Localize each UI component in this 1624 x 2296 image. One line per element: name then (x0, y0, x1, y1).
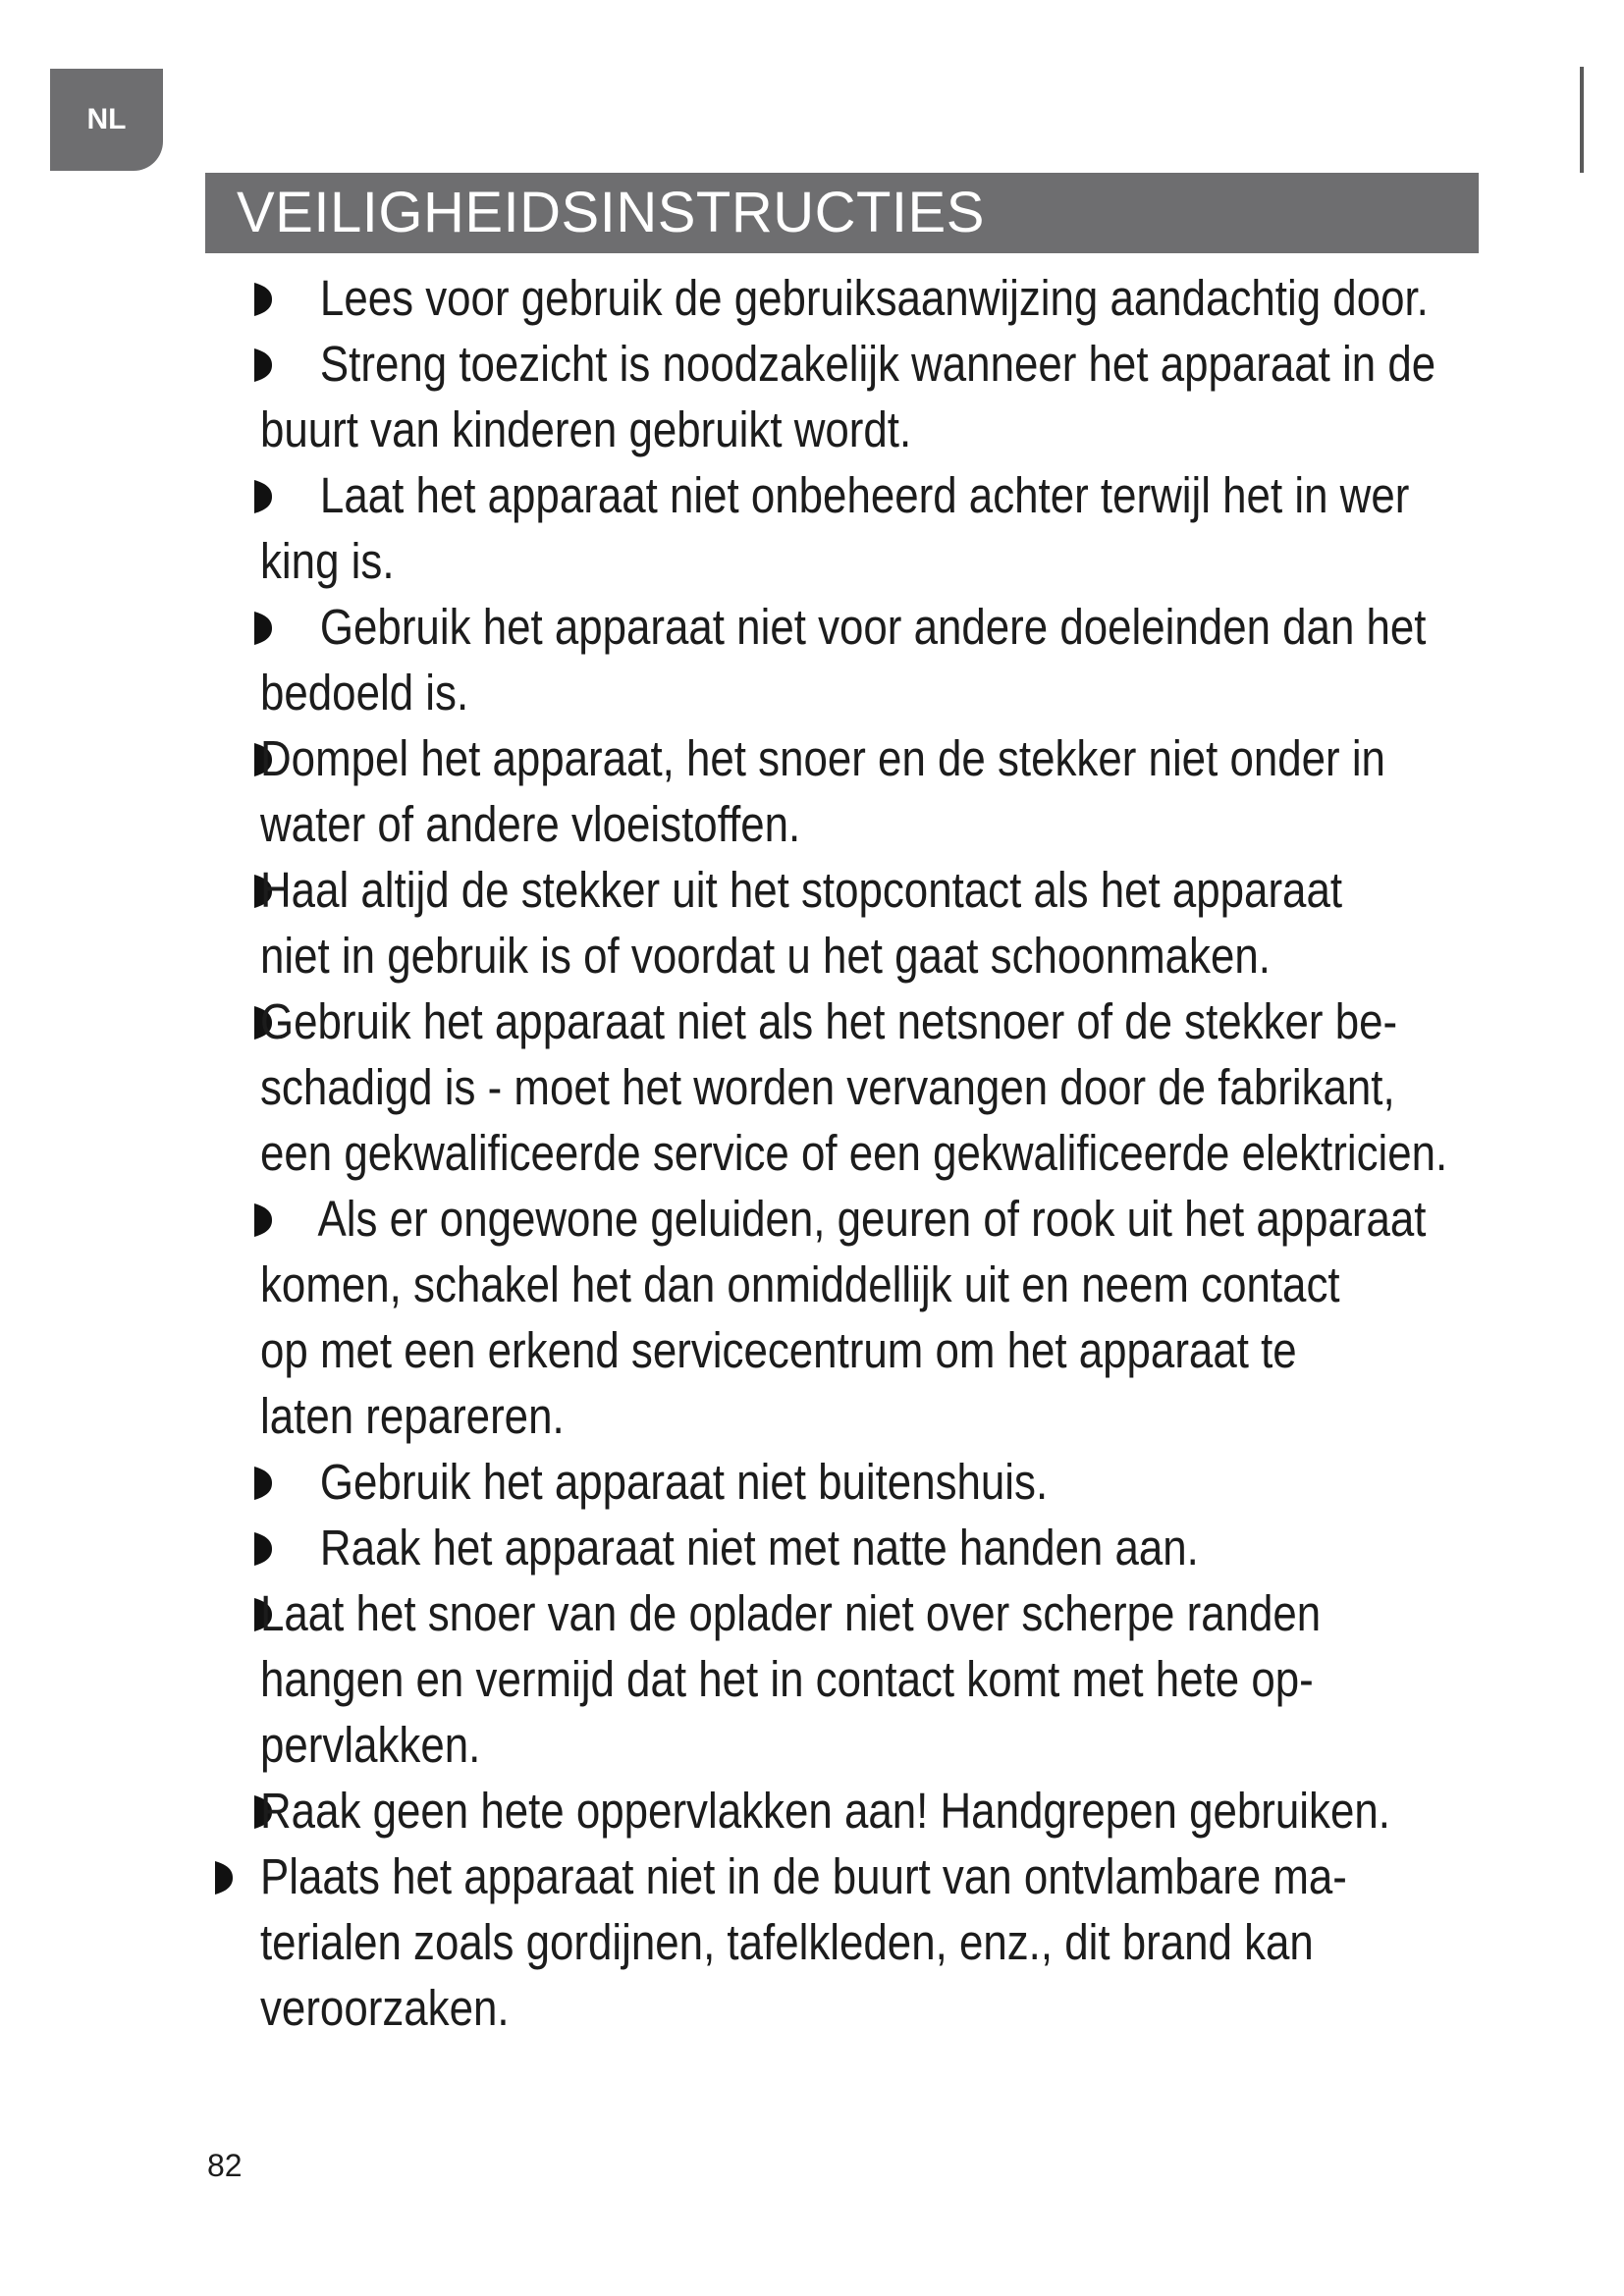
instruction-line (205, 1449, 1624, 1515)
instruction-line (205, 791, 1624, 857)
instruction-line (205, 1580, 1624, 1646)
instruction-text: hangen en vermijd dat het in contact komt met hete op- (260, 1651, 1314, 1707)
instruction-line (205, 1646, 1624, 1712)
instruction-line (205, 1712, 1624, 1778)
instruction-text: een gekwalificeerde service of een gekwalificeerde elektricien. (260, 1125, 1448, 1181)
instruction-line (205, 1186, 1624, 1252)
instruction-text: buurt van kinderen gebruikt wordt. (260, 401, 912, 457)
page-number: 82 (207, 2148, 243, 2183)
instruction-line (205, 397, 1624, 462)
instruction-line (205, 988, 1624, 1054)
instruction-line (205, 660, 1624, 725)
instruction-text: komen, schakel het dan onmiddellijk uit en neem contact (260, 1256, 1340, 1312)
instruction-text: Haal altijd de stekker uit het stopcontact als het apparaat (260, 862, 1343, 918)
instruction-line (205, 1054, 1624, 1120)
instruction-line (205, 1383, 1624, 1449)
instruction-line (205, 265, 1624, 331)
section-title: VEILIGHEIDSINSTRUCTIES (205, 173, 1479, 253)
instruction-text: Dompel het apparaat, het snoer en de stekker niet onder in (260, 730, 1385, 786)
instruction-text: water of andere vloeistoffen. (260, 796, 801, 852)
instruction-line (205, 857, 1624, 923)
page-edge-marker (1580, 67, 1584, 173)
instruction-text: pervlakken. (260, 1717, 481, 1773)
instruction-line (205, 923, 1624, 988)
instruction-line (205, 528, 1624, 594)
instruction-text: Gebruik het apparaat niet buitenshuis. (260, 1454, 1049, 1510)
instruction-text: op met een erkend servicecentrum om het apparaat te (260, 1322, 1297, 1378)
instruction-text: Laat het apparaat niet onbeheerd achter terwijl het in wer (260, 467, 1410, 523)
instruction-text: Lees voor gebruik de gebruiksaanwijzing aandachtig door. (260, 270, 1429, 326)
instruction-text: Gebruik het apparaat niet als het netsnoer of de stekker be- (260, 993, 1398, 1049)
instruction-text: Als er ongewone geluiden, geuren of rook uit het apparaat (260, 1191, 1427, 1247)
instruction-text: Raak geen hete oppervlakken aan! Handgrepen gebruiken. (260, 1783, 1390, 1839)
instruction-text: niet in gebruik is of voordat u het gaat schoonmaken. (260, 928, 1271, 984)
instruction-line (205, 331, 1624, 397)
instruction-text: king is. (260, 533, 395, 589)
instruction-line (205, 1515, 1624, 1580)
bullet-icon (213, 1859, 235, 1896)
instruction-text: Plaats het apparaat niet in de buurt van ontvlambare ma- (260, 1848, 1347, 1904)
instruction-text: Gebruik het apparaat niet voor andere doeleinden dan het (260, 599, 1427, 655)
instruction-text: schadigd is - moet het worden vervangen door de fabrikant, (260, 1059, 1395, 1115)
instruction-line (205, 1317, 1624, 1383)
instruction-line (205, 1778, 1624, 1843)
language-tab: NL (50, 69, 163, 171)
instruction-text: Laat het snoer van de oplader niet over scherpe randen (260, 1585, 1322, 1641)
instruction-line (205, 1252, 1624, 1317)
instruction-text: laten repareren. (260, 1388, 565, 1444)
instruction-line (205, 1843, 1624, 1909)
instruction-text: bedoeld is. (260, 665, 469, 721)
instruction-line (205, 1975, 1624, 2041)
instruction-text: Raak het apparaat niet met natte handen aan. (260, 1520, 1199, 1575)
instruction-text: Streng toezicht is noodzakelijk wanneer het apparaat in de (260, 336, 1436, 392)
instruction-line (205, 1909, 1624, 1975)
instruction-line (205, 594, 1624, 660)
instruction-line (205, 725, 1624, 791)
instruction-line (205, 462, 1624, 528)
instruction-text: veroorzaken. (260, 1980, 510, 2036)
instruction-line (205, 1120, 1624, 1186)
instruction-text: terialen zoals gordijnen, tafelkleden, enz., dit brand kan (260, 1914, 1314, 1970)
safety-instruction-list (205, 265, 1599, 2041)
